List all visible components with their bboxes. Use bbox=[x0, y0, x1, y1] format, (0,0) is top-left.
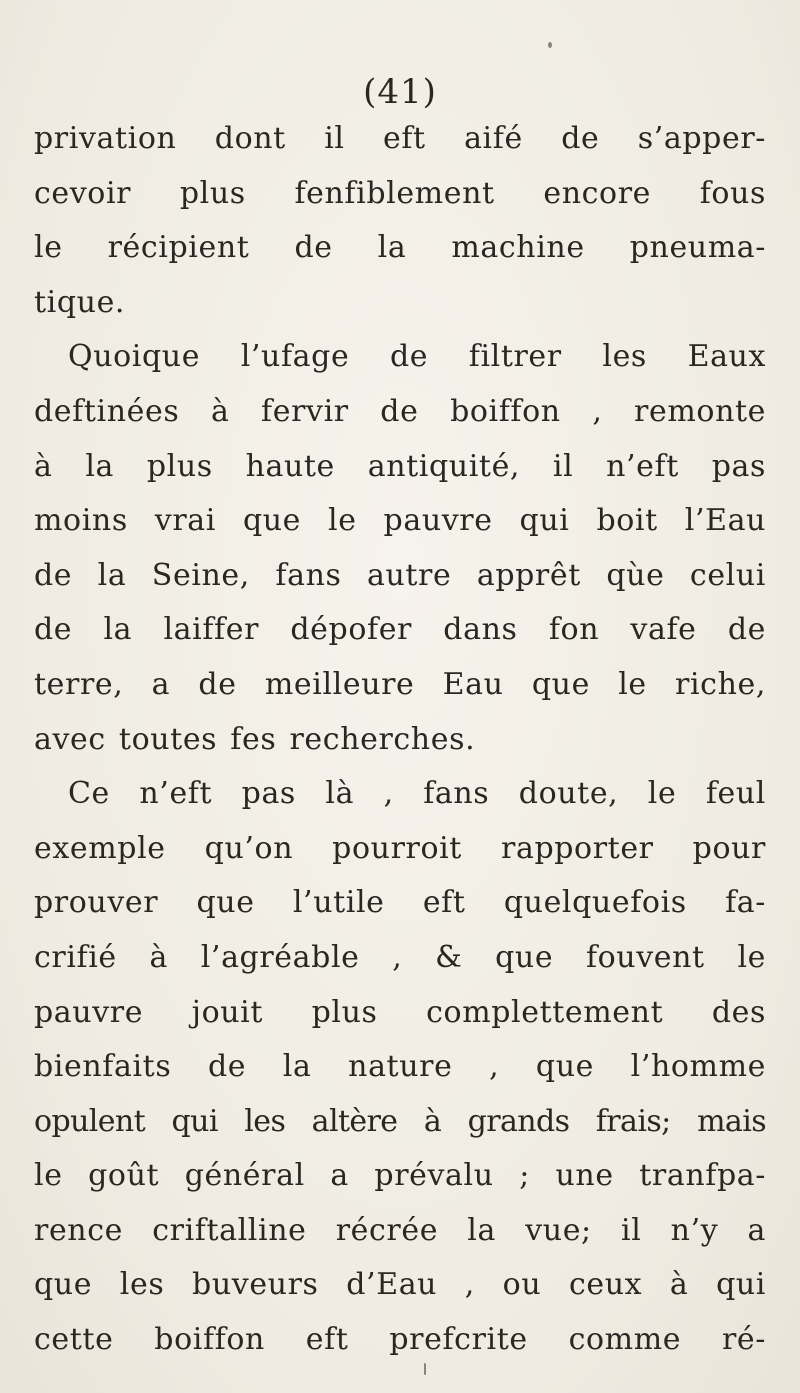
text-line: Quoique l’ufage de filtrer les Eaux bbox=[68, 339, 766, 375]
text-line: le goût général a prévalu ; une tranfpa- bbox=[34, 1158, 766, 1194]
body-text bbox=[34, 112, 766, 1368]
text-line: de la laiffer dépofer dans fon vafe de bbox=[34, 612, 766, 648]
text-line: exemple qu’on pourroit rapporter pour bbox=[34, 830, 766, 866]
text-line: Ce n’eft pas là , fans doute, le feul bbox=[68, 776, 766, 812]
text-line: deftinées à fervir de boiffon , remonte bbox=[34, 393, 766, 429]
text-line: terre, a de meilleure Eau que le riche, bbox=[34, 666, 766, 702]
text-line: bienfaits de la nature , que l’homme bbox=[34, 1049, 766, 1085]
text-line: cevoir plus fenfiblement encore fous bbox=[34, 175, 766, 211]
text-line: avec toutes fes recherches. bbox=[34, 721, 476, 757]
ink-speck bbox=[548, 42, 552, 48]
text-line: moins vrai que le pauvre qui boit l’Eau bbox=[34, 503, 766, 539]
text-line: que les buveurs d’Eau , ou ceux à qui bbox=[34, 1267, 766, 1303]
text-line: prouver que l’utile eft quelquefois fa- bbox=[34, 885, 766, 921]
text-line: de la Seine, fans autre apprêt qùe celui bbox=[34, 557, 766, 593]
text-line: cette boiffon eft prefcrite comme ré- bbox=[34, 1322, 766, 1358]
text-line: crifié à l’agréable , & que fouvent le bbox=[34, 939, 766, 975]
text-line: pauvre jouit plus complettement des bbox=[34, 994, 766, 1030]
text-line: le récipient de la machine pneuma- bbox=[34, 230, 766, 266]
text-line: tique. bbox=[34, 284, 126, 320]
text-line: à la plus haute antiquité, il n’eft pas bbox=[34, 448, 766, 484]
text-line: privation dont il eft aifé de s’apper- bbox=[34, 121, 766, 156]
page-number: (41) bbox=[363, 72, 437, 112]
text-line: opulent qui les altère à grands frais; mais bbox=[34, 1103, 766, 1139]
text-line: rence criftalline récrée la vue; il n’y a bbox=[34, 1212, 766, 1248]
